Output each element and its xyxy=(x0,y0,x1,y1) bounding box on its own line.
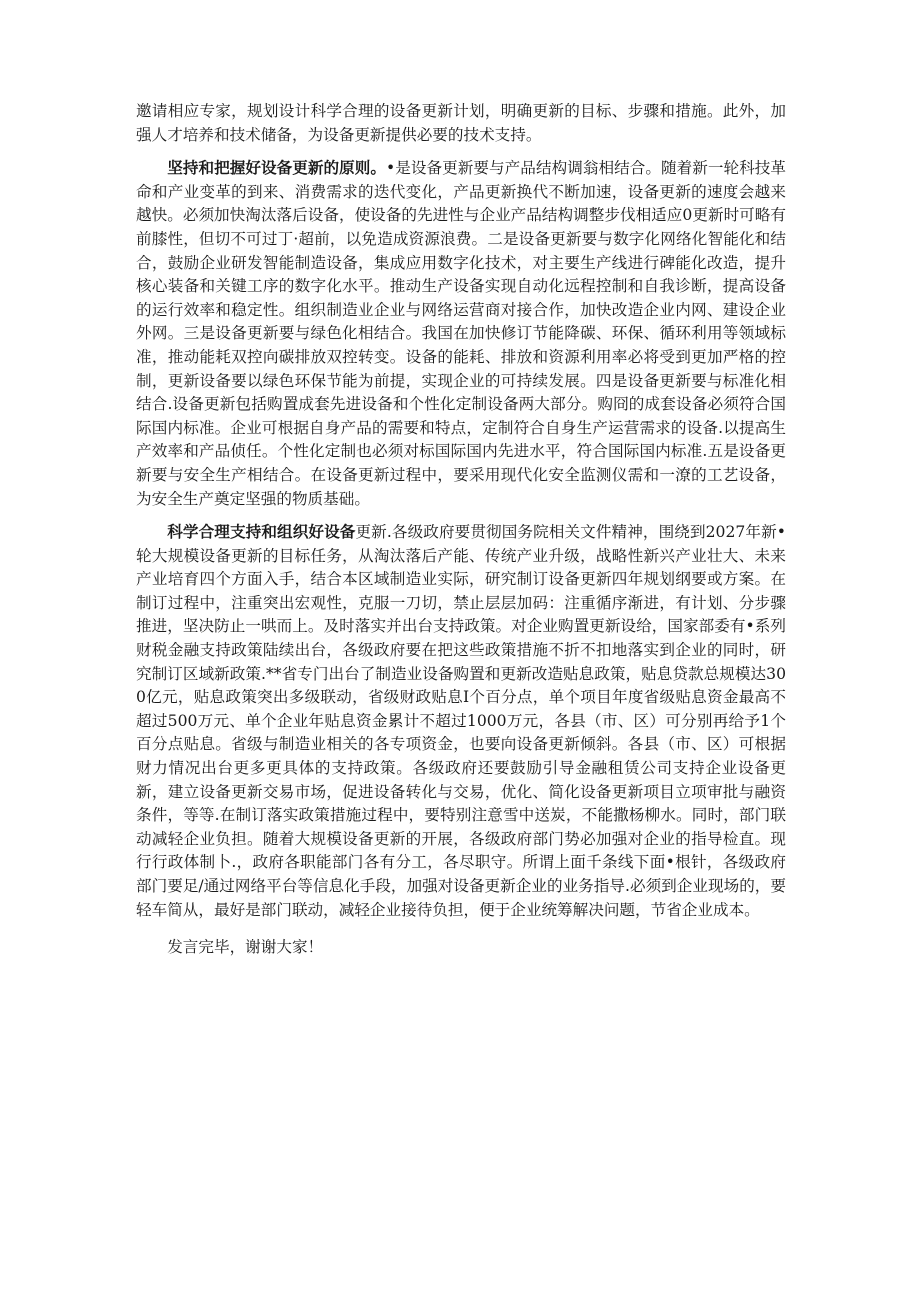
paragraph-text: •是设备更新要与产品结构调翁相结合。随着新一轮科技革命和产业变革的到来、消费需求的迭代变化，产品更新换代不断加速，设备更新的速度会越来越快。必须加快淘汰落后设备，使设备的先进性与企业产品结构调整步伐相适应0更新时可略有前膝性，但切不可过丁·超前，以免造成资源浪费。二是设备更新要与数字化网络化智能化和结合，鼓励企业研发智能制造设备，集成应用数字化技术，对主要生产线进行碑能化改造，提升核心装备和关键工序的数字化水平。推动生产设备实现自动化远程控制和自我诊断，提高设备的运行效率和稳定性。组织制造业企业与网络运营商对接合作，加快改造企业内网、建设企业外网。三是设备更新要与绿色化相结合。我国在加快修订节能降碳、环保、循环利用等领域标准，推动能耗双控向碳排放双控转变。设备的能耗、排放和资源利用率必将受到更加严格的控制，更新设备要以绿色环保节能为前提，实现企业的可持续发展。四是设备更新要与标准化相结合.设备更新包括购置成套先进设备和个性化定制设备两大部分。购冏的成套设备必须符合国际国内标准。企业可根据自身产品的需要和特点，定制符合自身生产运营需求的设备.以提高生产效率和产品侦任。个性化定制也必须对标国际国内先进水平，符合国际国内标准.五是设备更新要与安全生产相结合。在设备更新过程中，要采用现代化安全监测仪需和一潦的工艺设备，为安全生产奠定坚强的物质基础。 xyxy=(136,159,786,508)
paragraph-heading: 科学合理支持和组织好设备 xyxy=(167,523,356,542)
paragraph-text: 邀请相应专家，规划设计科学合理的设备更新计划，明确更新的目标、步骤和措施。此外，加强人才培养和技术储备，为设备更新提供必要的技术支持。 xyxy=(136,102,786,144)
closing-remark: 发言完毕，谢谢大家！ xyxy=(167,938,324,957)
paragraph-principles xyxy=(136,157,786,511)
paragraph-text: 更新.各级政府要贯彻国务院相关文件精神，围绕到2027年新•轮大规模设备更新的目标任务，从淘汰落后产能、传统产业升级，战略性新兴产业壮大、未来产业培育四个方面入手，结合本区域制造业实际，研究制订设备更新四年规划纲要或方案。在制订过程中，注重突出宏观性，克服一刀切，禁止层层加码：注重循序渐进，有计划、分步骤推进，坚决防止一哄而上。及时落实并出台支持政策。对企业购置更新设给，国家部委有•系列财税金融支持政策陆续出台，各级政府要在把这些政策措施不折不扣地落实到企业的同时，研究制订区域新政策.**省专门出台了制造业设备购置和更新改造贴息政策，贴息贷款总规模达300亿元，贴息政策突出多级联动，省级财政贴息I个百分点，单个项目年度省级贴息资金最高不超过500万元、单个企业年贴息资金累计不超过1000万元，各县（市、区）可分别再给予1个百分点贴息。省级与制造业相关的各专项资金，也要向设备更新倾斜。各县（市、区）可根据财力情况出台更多更具体的支持政策。各级政府还要鼓励引导金融租赁公司支持企业设备更新，建立设备更新交易市场，促进设备转化与交易，优化、简化设备更新项目立项审批与融资条件，等等.在制订落实政策措施过程中，要特别注意雪中送炭，不能撒杨柳水。同时，部门联动减轻企业负担。随着大规模设备更新的开展，各级政府部门势必加强对企业的指导检直。现行行政体制卜.，政府各职能部门各有分工，各尽职守。所谓上面千条线下面•根针，各级政府部门要足/通过网络平台等信息化手段，加强对设备更新企业的业务指导.必须到企业现场的，要轻车简从，最好是部门联动，减轻企业接待负担，便于企业统筹解决问题，节省企业成本。 xyxy=(136,523,786,919)
document-body xyxy=(136,100,786,970)
paragraph-heading: 坚持和把握好设备更新的原则。 xyxy=(167,159,387,178)
paragraph-support xyxy=(136,521,786,922)
paragraph-continuation xyxy=(136,100,786,147)
